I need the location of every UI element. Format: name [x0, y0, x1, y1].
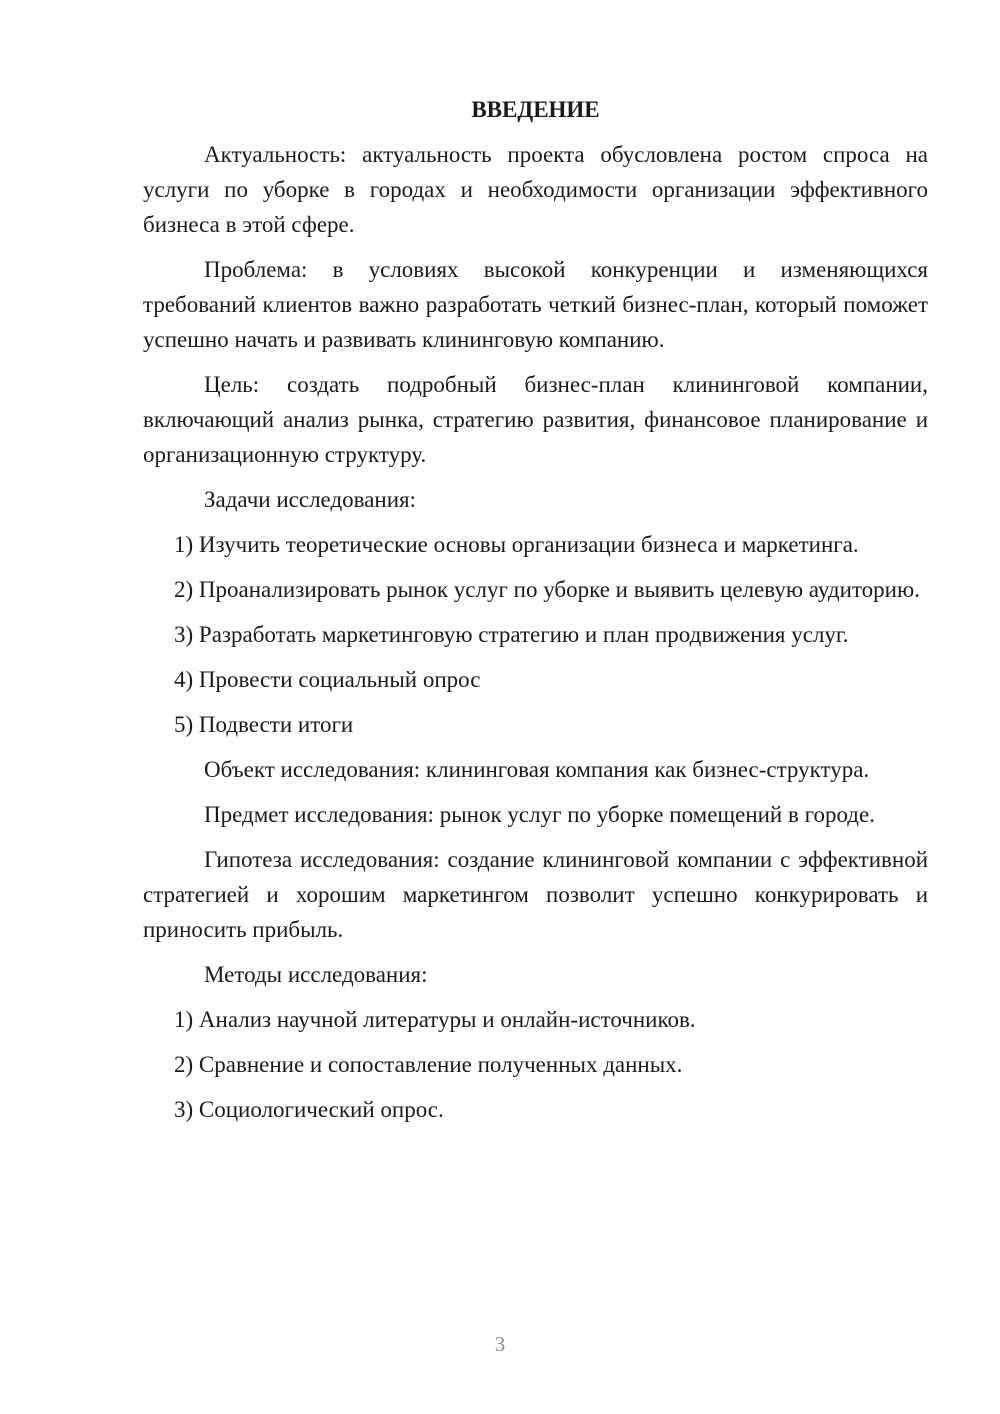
method-item: 3) Социологический опрос.: [174, 1097, 444, 1122]
hypothesis-paragraph: Гипотеза исследования: создание клининговой компании с эффективной стратегией и хорошим маркетингом позволит успешно конкурировать и приносить прибыль.: [143, 847, 928, 942]
method-item: 1) Анализ научной литературы и онлайн-источников.: [174, 1007, 696, 1032]
methods-heading: Методы исследования:: [204, 962, 428, 987]
relevance-paragraph: Актуальность: актуальность проекта обусловлена ростом спроса на услуги по уборке в городах и необходимости организации эффективного бизнеса в этой сфере.: [143, 142, 928, 237]
subject-paragraph: Предмет исследования: рынок услуг по уборке помещений в городе.: [204, 802, 875, 827]
problem-paragraph: Проблема: в условиях высокой конкуренции и изменяющихся требований клиентов важно разработать четкий бизнес-план, который поможет успешно начать и развивать клининговую компанию.: [143, 257, 928, 352]
page-title: ВВЕДЕНИЕ: [471, 97, 600, 122]
object-paragraph: Объект исследования: клининговая компания как бизнес-структура.: [204, 757, 870, 782]
document-page: [143, 92, 928, 1137]
page-number: 3: [494, 1332, 506, 1356]
task-item: 5) Подвести итоги: [174, 712, 354, 737]
tasks-list: [143, 527, 928, 742]
task-item: 2) Проанализировать рынок услуг по уборке и выявить целевую аудиторию.: [174, 577, 920, 602]
goal-paragraph: Цель: создать подробный бизнес-план клининговой компании, включающий анализ рынка, стратегию развития, финансовое планирование и организационную структуру.: [143, 372, 928, 467]
task-item: 1) Изучить теоретические основы организации бизнеса и маркетинга.: [174, 532, 859, 557]
task-item: 3) Разработать маркетинговую стратегию и план продвижения услуг.: [174, 622, 849, 647]
task-item: 4) Провести социальный опрос: [174, 667, 481, 692]
method-item: 2) Сравнение и сопоставление полученных данных.: [174, 1052, 683, 1077]
methods-list: [143, 1002, 928, 1127]
tasks-heading: Задачи исследования:: [204, 487, 417, 512]
